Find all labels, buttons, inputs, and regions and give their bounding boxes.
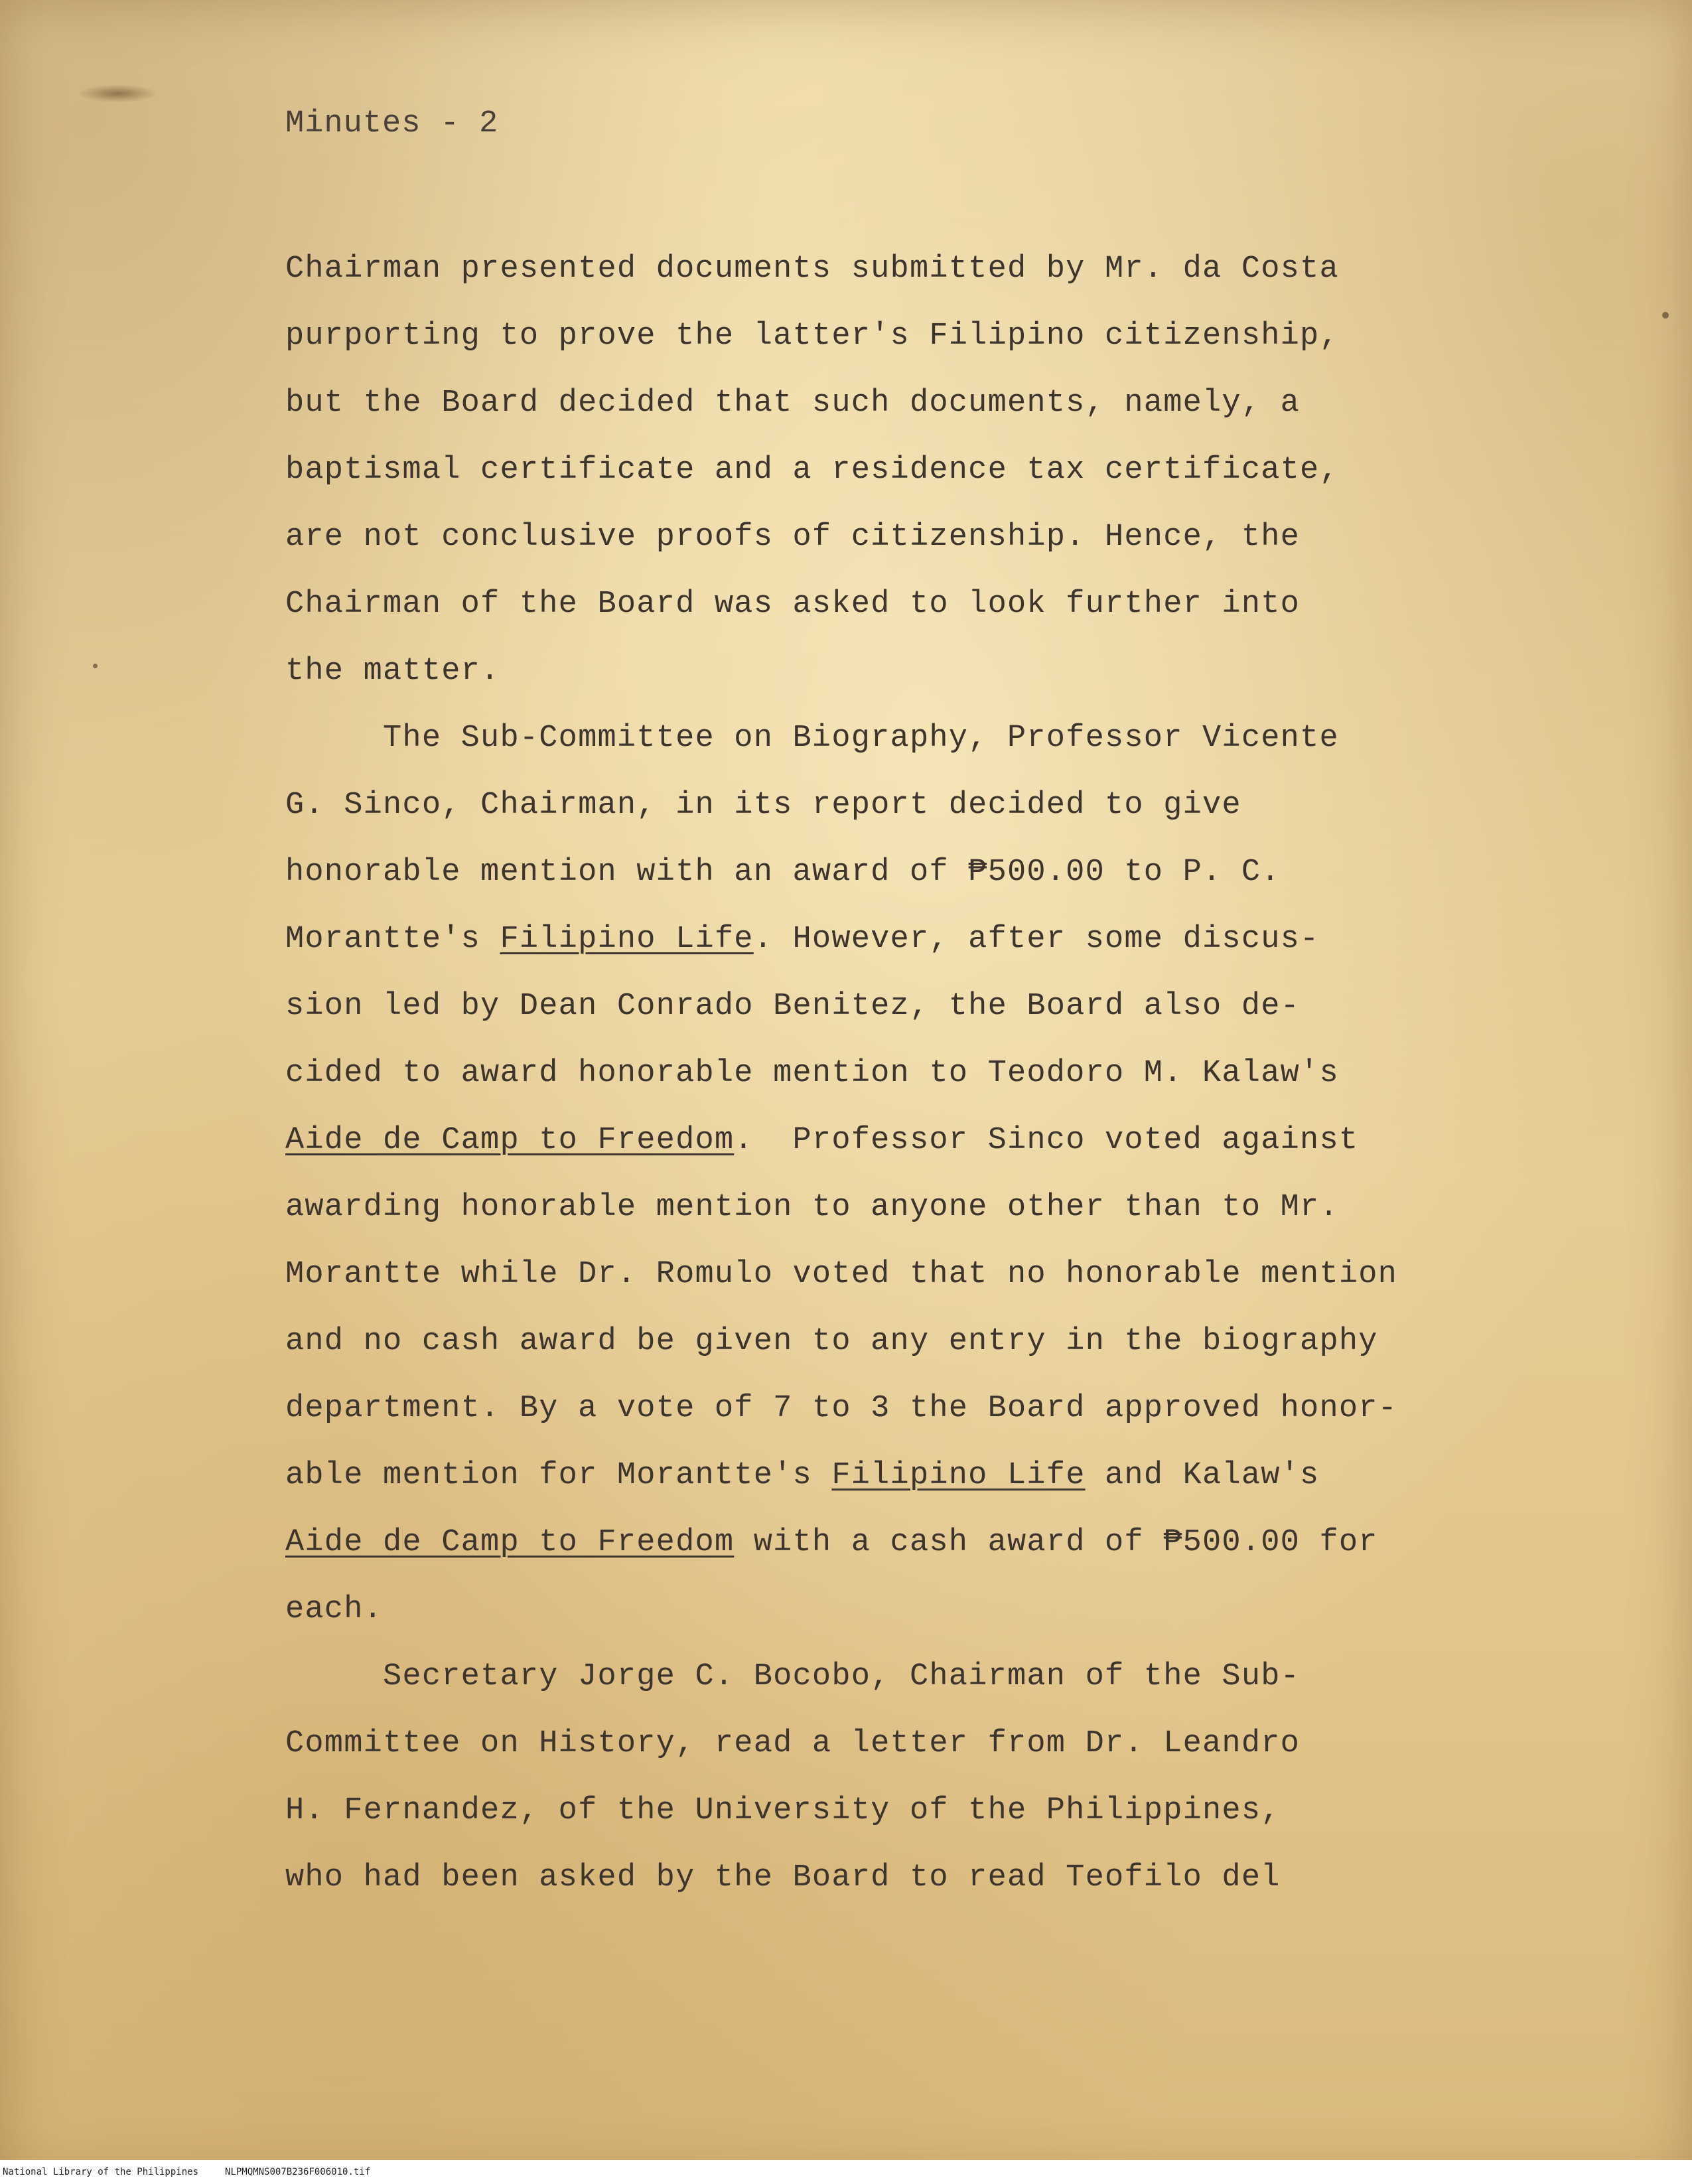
body-line	[285, 504, 1533, 571]
body-line	[285, 1375, 1533, 1442]
body-line	[285, 1040, 1533, 1107]
body-line	[285, 1308, 1533, 1375]
text-segment: but the Board decided that such documents, namely, a	[285, 386, 1301, 421]
body-line	[285, 571, 1533, 638]
body-line	[285, 303, 1533, 370]
underlined-title: Filipino Life	[500, 922, 754, 957]
body-line	[285, 772, 1533, 839]
text-segment: able mention for Morantte's	[285, 1458, 832, 1493]
text-segment: and Kalaw's	[1085, 1458, 1320, 1493]
body-line	[285, 906, 1533, 973]
body-line	[285, 1643, 1533, 1710]
scan-footer	[0, 2160, 1692, 2184]
text-segment: . Professor Sinco voted against	[734, 1123, 1359, 1158]
text-segment: G. Sinco, Chairman, in its report decided to give	[285, 788, 1241, 823]
text-segment: . However, after some discus-	[753, 922, 1320, 957]
text-segment: H. Fernandez, of the University of the Philippines,	[285, 1793, 1281, 1828]
body-line	[285, 1710, 1533, 1777]
text-segment: with a cash award of ₱500.00 for	[734, 1525, 1378, 1560]
body-line	[285, 437, 1533, 504]
text-segment: Morantte's	[285, 922, 500, 957]
text-segment: honorable mention with an award of ₱500.00 to P. C.	[285, 855, 1281, 890]
underlined-title: Aide de Camp to Freedom	[285, 1525, 735, 1560]
body-line	[285, 638, 1533, 705]
text-segment: are not conclusive proofs of citizenship. Hence, the	[285, 520, 1301, 555]
body-line	[285, 1107, 1533, 1174]
text-segment: The Sub-Committee on Biography, Professor Vicente	[285, 721, 1339, 756]
minutes-body-text	[285, 236, 1533, 1911]
staple-mark	[80, 85, 156, 102]
text-segment: and no cash award be given to any entry in the biography	[285, 1324, 1378, 1359]
body-line	[285, 1442, 1533, 1509]
text-segment: sion led by Dean Conrado Benitez, the Board also de-	[285, 989, 1301, 1024]
underlined-title: Aide de Camp to Freedom	[285, 1123, 735, 1158]
body-line	[285, 1241, 1533, 1308]
body-line	[285, 1576, 1533, 1643]
paper-speck	[93, 664, 98, 668]
text-segment: cided to award honorable mention to Teodoro M. Kalaw's	[285, 1056, 1339, 1091]
page-header: Minutes - 2	[285, 106, 499, 141]
text-segment: Committee on History, read a letter from Dr. Leandro	[285, 1726, 1301, 1761]
body-line	[285, 1509, 1533, 1576]
body-line	[285, 370, 1533, 437]
text-segment: who had been asked by the Board to read Teofilo del	[285, 1860, 1281, 1895]
text-segment: awarding honorable mention to anyone other than to Mr.	[285, 1190, 1339, 1225]
text-segment: department. By a vote of 7 to 3 the Board approved honor-	[285, 1391, 1398, 1426]
body-line	[285, 973, 1533, 1040]
text-segment: Chairman presented documents submitted by Mr. da Costa	[285, 252, 1339, 287]
underlined-title: Filipino Life	[831, 1458, 1086, 1493]
text-segment: Morantte while Dr. Romulo voted that no honorable mention	[285, 1257, 1398, 1292]
text-segment: each.	[285, 1592, 384, 1627]
body-line	[285, 839, 1533, 906]
text-segment: Chairman of the Board was asked to look further into	[285, 587, 1301, 622]
footer-file-id: NLPMQMNS007B236F006010.tif	[225, 2167, 371, 2177]
text-segment: the matter.	[285, 654, 500, 689]
text-segment: Secretary Jorge C. Bocobo, Chairman of the Sub-	[285, 1659, 1301, 1694]
text-segment: purporting to prove the latter's Filipino citizenship,	[285, 319, 1339, 354]
text-segment: baptismal certificate and a residence tax certificate,	[285, 453, 1339, 488]
footer-source: National Library of the Philippines	[3, 2167, 199, 2177]
paper-speck	[1662, 312, 1669, 319]
body-line	[285, 236, 1533, 303]
body-line	[285, 1174, 1533, 1241]
body-line	[285, 705, 1533, 772]
body-line	[285, 1844, 1533, 1911]
body-line	[285, 1777, 1533, 1844]
